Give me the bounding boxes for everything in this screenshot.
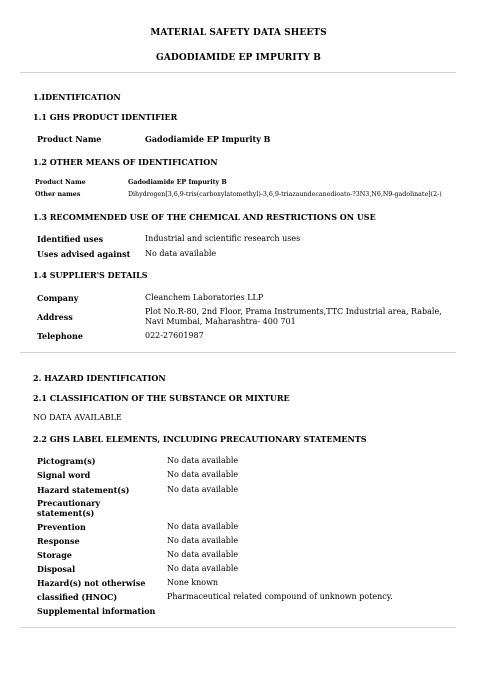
hazards-not-otherwise-label: Hazard(s) not otherwise — [37, 578, 146, 588]
pictograms-value: No data available — [167, 456, 239, 465]
telephone-label: Telephone — [37, 331, 83, 341]
pictograms-label: Pictogram(s) — [37, 456, 96, 466]
section-2-heading: 2. HAZARD IDENTIFICATION — [33, 373, 166, 383]
response-label: Response — [37, 536, 80, 546]
other-product-name-label: Product Name — [35, 179, 86, 186]
storage-value: No data available — [167, 550, 239, 559]
document-subtitle: GADODIAMIDE EP IMPURITY B — [156, 53, 321, 63]
prevention-value: No data available — [167, 522, 239, 531]
company-label: Company — [37, 293, 79, 303]
uses-advised-against-label: Uses advised against — [37, 249, 131, 259]
prevention-label: Prevention — [37, 522, 86, 532]
divider — [20, 627, 456, 628]
product-name-label: Product Name — [37, 134, 102, 144]
hazard-statements-label: Hazard statement(s) — [37, 485, 130, 495]
disposal-label: Disposal — [37, 564, 76, 574]
supplemental-information-label: Supplemental information — [37, 606, 156, 616]
other-names-value: Dihydrogen[3,6,9-tris(carboxylatomethyl)-3,6,9-triazaundecanedioato-?3N3,N6,N9-gadolinate](2-) — [128, 191, 442, 198]
other-product-name-value: Gadodiamide EP Impurity B — [128, 179, 227, 186]
identified-uses-value: Industrial and scientific research uses — [145, 234, 301, 243]
document-title: MATERIAL SAFETY DATA SHEETS — [150, 28, 327, 38]
section-1-3-heading: 1.3 RECOMMENDED USE OF THE CHEMICAL AND RESTRICTIONS ON USE — [33, 212, 376, 222]
hnoc-label: classified (HNOC) — [37, 592, 118, 602]
address-label: Address — [37, 312, 73, 322]
section-2-1-heading: 2.1 CLASSIFICATION OF THE SUBSTANCE OR MIXTURE — [33, 393, 290, 403]
identified-uses-label: Identified uses — [37, 234, 104, 244]
hazard-statements-value: No data available — [167, 485, 239, 494]
address-value: Plot No.R-80, 2nd Floor, Prama Instruments,TTC Industrial area, Rabale, Navi Mumbai, Maharashtra- 400 701 — [145, 307, 442, 326]
telephone-value: 022-27601987 — [145, 331, 204, 340]
product-name-value: Gadodiamide EP Impurity B — [145, 134, 271, 144]
uses-advised-against-value: No data available — [145, 249, 217, 258]
other-names-label: Other names — [35, 191, 81, 198]
hnoc-value: Pharmaceutical related compound of unknown potency. — [167, 592, 393, 601]
classification-text: NO DATA AVAILABLE — [33, 413, 122, 422]
section-1-1-heading: 1.1 GHS PRODUCT IDENTIFIER — [33, 112, 178, 122]
divider — [20, 72, 456, 73]
signal-word-value: No data available — [167, 470, 239, 479]
company-value: Cleanchem Laboratories LLP — [145, 293, 264, 302]
precautionary-statements-label: Precautionary statement(s) — [37, 498, 101, 518]
divider — [20, 352, 456, 353]
response-value: No data available — [167, 536, 239, 545]
section-2-2-heading: 2.2 GHS LABEL ELEMENTS, INCLUDING PRECAUTIONARY STATEMENTS — [33, 434, 367, 444]
section-1-4-heading: 1.4 SUPPLIER'S DETAILS — [33, 270, 148, 280]
disposal-value: No data available — [167, 564, 239, 573]
section-1-heading: 1.IDENTIFICATION — [33, 92, 121, 102]
hazards-not-otherwise-value: None known — [167, 578, 219, 587]
signal-word-label: Signal word — [37, 470, 91, 480]
section-1-2-heading: 1.2 OTHER MEANS OF IDENTIFICATION — [33, 157, 218, 167]
storage-label: Storage — [37, 550, 72, 560]
